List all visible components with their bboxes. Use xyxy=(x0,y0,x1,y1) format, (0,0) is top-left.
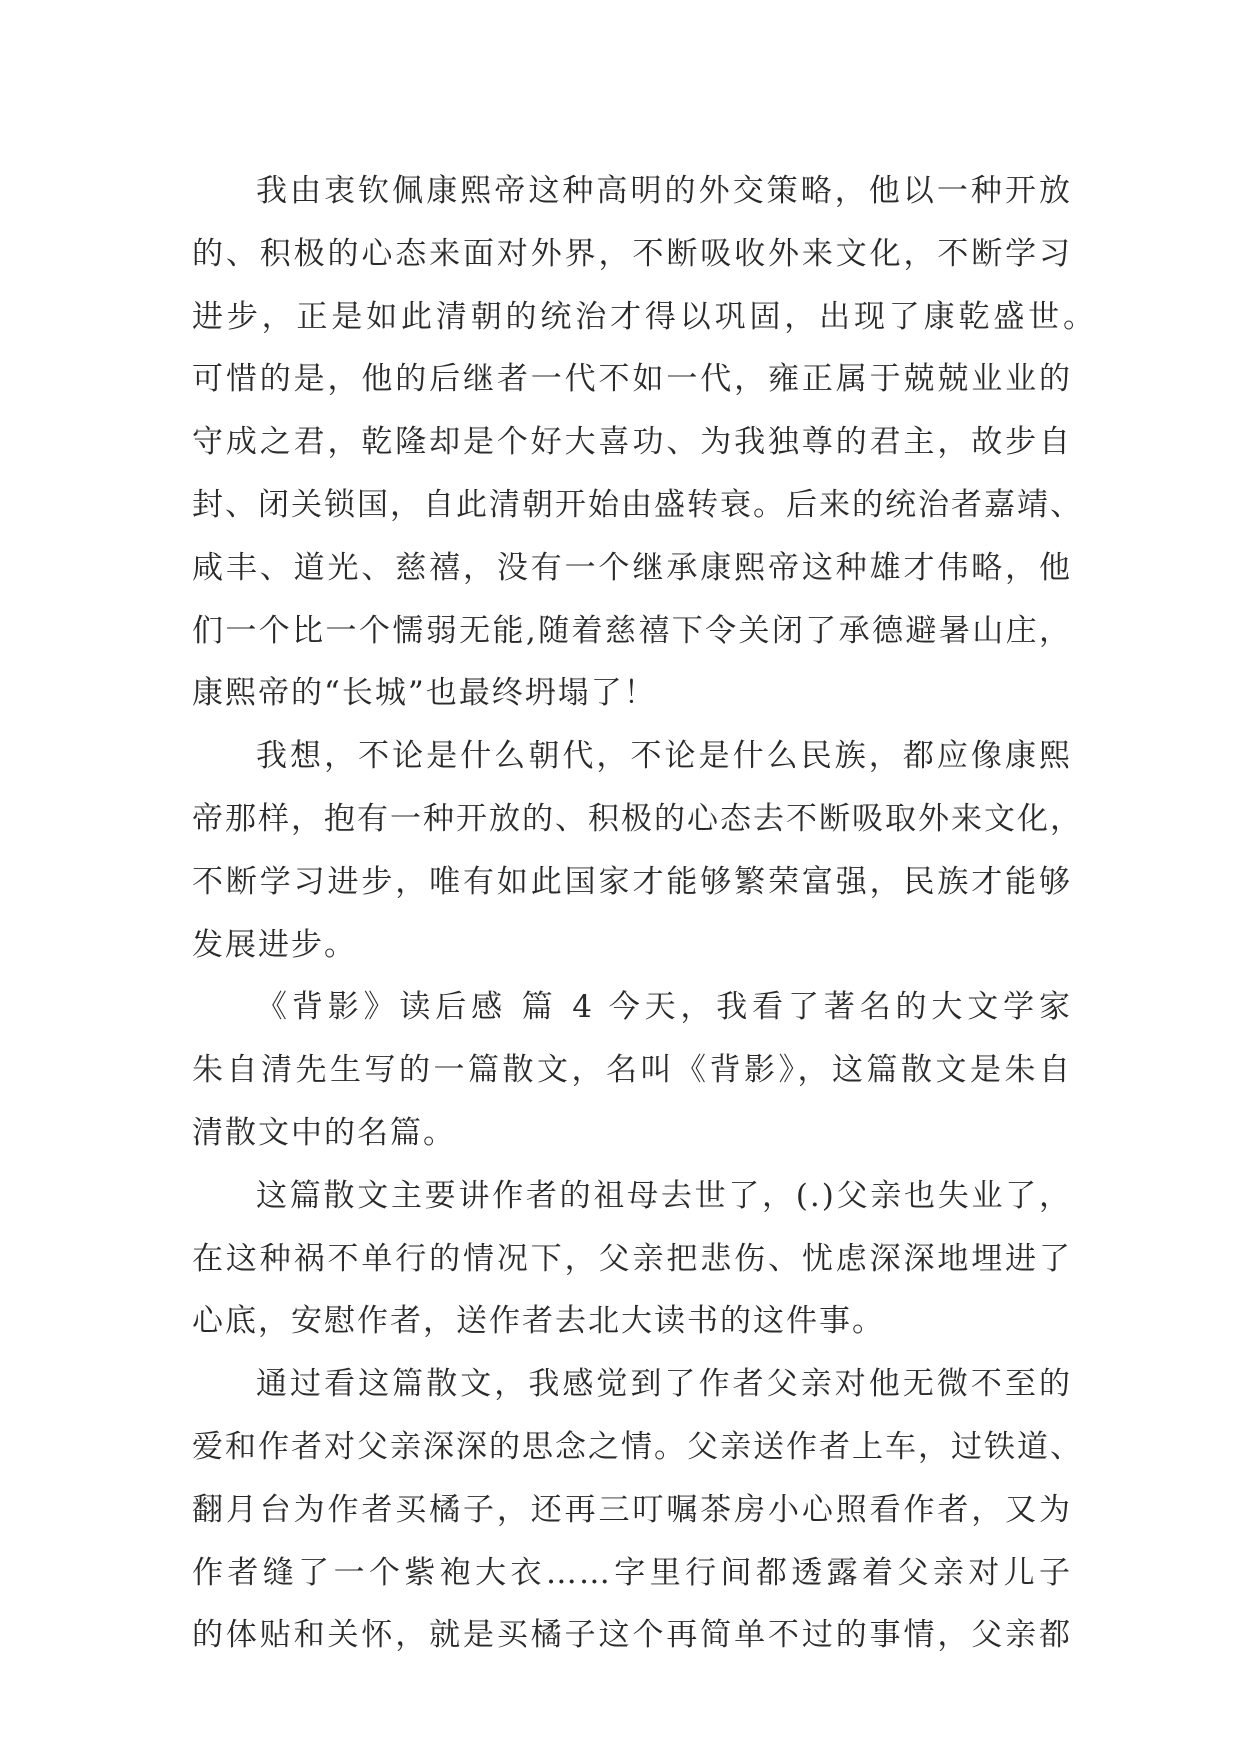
text-line: 康熙帝的“长城”也最终坍塌了！ xyxy=(192,675,657,712)
text-line: 这篇散文主要讲作者的祖母去世了，(.)父亲也失业了， xyxy=(256,1177,1072,1214)
text-line: 作者缝了一个紫袍大衣……字里行间都透露着父亲对儿子 xyxy=(192,1554,1072,1591)
text-line: 咸丰、道光、慈禧，没有一个继承康熙帝这种雄才伟略，他 xyxy=(192,549,1072,586)
text-line: 不断学习进步，唯有如此国家才能够繁荣富强，民族才能够 xyxy=(192,863,1072,900)
text-line: 在这种祸不单行的情况下，父亲把悲伤、忧虑深深地埋进了 xyxy=(192,1240,1072,1277)
text-line: 心底，安慰作者，送作者去北大读书的这件事。 xyxy=(192,1303,885,1340)
text-line: 们一个比一个懦弱无能,随着慈禧下令关闭了承德避暑山庄， xyxy=(192,612,1072,649)
text-line: 封、闭关锁国，自此清朝开始由盛转衰。后来的统治者嘉靖、 xyxy=(192,486,1083,523)
text-line: 翻月台为作者买橘子，还再三叮嘱茶房小心照看作者，又为 xyxy=(192,1491,1072,1528)
text-line: 朱自清先生写的一篇散文，名叫《背影》，这篇散文是朱自 xyxy=(192,1052,1072,1089)
text-line: 通过看这篇散文，我感觉到了作者父亲对他无微不至的 xyxy=(256,1366,1072,1403)
text-line: 进步，正是如此清朝的统治才得以巩固，出现了康乾盛世。 xyxy=(192,298,1096,335)
text-line: 的体贴和关怀，就是买橘子这个再简单不过的事情，父亲都 xyxy=(192,1617,1072,1654)
text-line: 《背影》读后感 篇 4 今天，我看了著名的大文学家 xyxy=(256,989,1072,1026)
text-line: 我想，不论是什么朝代，不论是什么民族，都应像康熙 xyxy=(256,738,1072,775)
text-line: 发展进步。 xyxy=(192,926,357,963)
text-line: 爱和作者对父亲深深的思念之情。父亲送作者上车，过铁道、 xyxy=(192,1428,1083,1465)
text-line: 守成之君，乾隆却是个好大喜功、为我独尊的君主，故步自 xyxy=(192,424,1072,461)
text-line: 清散文中的名篇。 xyxy=(192,1114,456,1151)
text-line: 的、积极的心态来面对外界，不断吸收外来文化，不断学习 xyxy=(192,235,1072,272)
text-line: 可惜的是，他的后继者一代不如一代，雍正属于兢兢业业的 xyxy=(192,361,1072,398)
document-text-body xyxy=(192,160,1096,1667)
text-line: 帝那样，抱有一种开放的、积极的心态去不断吸取外来文化， xyxy=(192,800,1083,837)
text-line: 我由衷钦佩康熙帝这种高明的外交策略，他以一种开放 xyxy=(256,173,1072,209)
